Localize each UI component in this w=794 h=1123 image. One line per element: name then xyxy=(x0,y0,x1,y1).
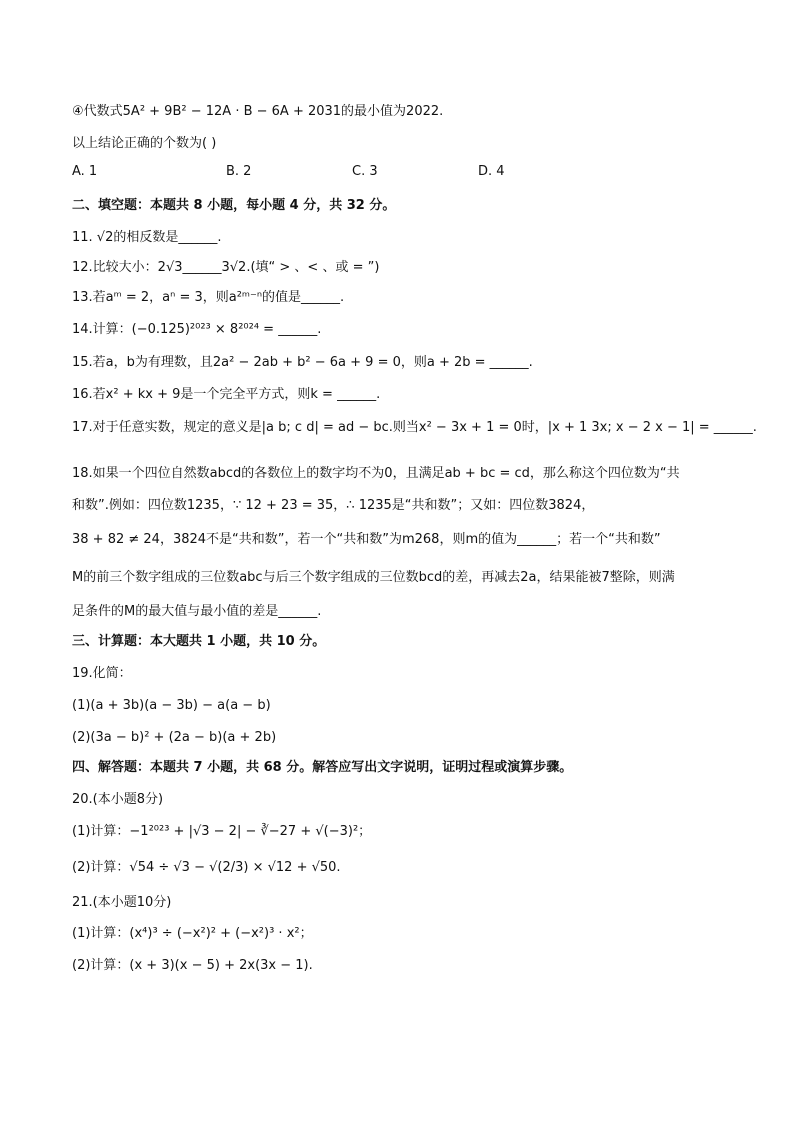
question-17: 17.对于任意实数，规定的意义是|a b; c d| = ad − bc.则当x² − 3x + 1 = 0时，|x + 1 3x; x − 2 x − 1| = ______. xyxy=(72,420,757,435)
choice-b: B. 2 xyxy=(226,164,252,179)
question-21-part-1: (1)计算：(x⁴)³ ÷ (−x²)² + (−x²)³ · x²； xyxy=(72,926,313,941)
section-three-heading: 三、计算题：本大题共 1 小题，共 10 分。 xyxy=(72,634,326,649)
section-two-heading: 二、填空题：本题共 8 小题，每小题 4 分，共 32 分。 xyxy=(72,198,396,213)
question-19-title: 19.化简： xyxy=(72,666,132,681)
question-12: 12.比较大小：2√3______3√2.(填“ > 、< 、或 = ”) xyxy=(72,260,380,275)
question-11: 11. √2的相反数是______. xyxy=(72,230,222,245)
q10-statement-4: ④代数式5A² + 9B² − 12A · B − 6A + 2031的最小值为2022. xyxy=(72,104,444,119)
question-14: 14.计算：(−0.125)²⁰²³ × 8²⁰²⁴ = ______. xyxy=(72,322,322,337)
question-18-line-4: M的前三个数字组成的三位数abc与后三个数字组成的三位数bcd的差，再减去2a，结果能被7整除，则满 xyxy=(72,570,675,585)
question-18-line-2: 和数”.例如：四位数1235，∵ 12 + 23 = 35，∴ 1235是“共和数”；又如：四位数3824， xyxy=(72,498,595,513)
choice-d: D. 4 xyxy=(478,164,505,179)
question-20-title: 20.(本小题8分) xyxy=(72,792,164,807)
question-18-line-1: 18.如果一个四位自然数abcd的各数位上的数字均不为0，且满足ab + bc = cd，那么称这个四位数为“共 xyxy=(72,466,680,481)
question-20-part-1: (1)计算：−1²⁰²³ + |√3 − 2| − ∛−27 + √(−3)²； xyxy=(72,824,372,839)
question-19-part-2: (2)(3a − b)² + (2a − b)(a + 2b) xyxy=(72,730,277,745)
question-21-part-2: (2)计算：(x + 3)(x − 5) + 2x(3x − 1). xyxy=(72,958,313,973)
question-19-part-1: (1)(a + 3b)(a − 3b) − a(a − b) xyxy=(72,698,271,713)
question-21-title: 21.(本小题10分) xyxy=(72,895,172,910)
choice-a: A. 1 xyxy=(72,164,98,179)
question-13: 13.若aᵐ = 2，aⁿ = 3，则a²ᵐ⁻ⁿ的值是______. xyxy=(72,290,345,305)
question-20-part-2: (2)计算：√54 ÷ √3 − √(2/3) × √12 + √50. xyxy=(72,860,341,875)
question-16: 16.若x² + kx + 9是一个完全平方式，则k = ______. xyxy=(72,387,381,402)
question-18-line-3: 38 + 82 ≠ 24，3824不是“共和数”，若一个“共和数”为m268，则m的值为______；若一个“共和数” xyxy=(72,532,661,547)
section-four-heading: 四、解答题：本题共 7 小题，共 68 分。解答应写出文字说明，证明过程或演算步骤。 xyxy=(72,760,573,775)
choice-c: C. 3 xyxy=(352,164,378,179)
q10-prompt: 以上结论正确的个数为( ) xyxy=(72,136,217,151)
question-18-line-5: 足条件的M的最大值与最小值的差是______. xyxy=(72,604,322,619)
question-15: 15.若a，b为有理数，且2a² − 2ab + b² − 6a + 9 = 0，则a + 2b = ______. xyxy=(72,355,533,370)
